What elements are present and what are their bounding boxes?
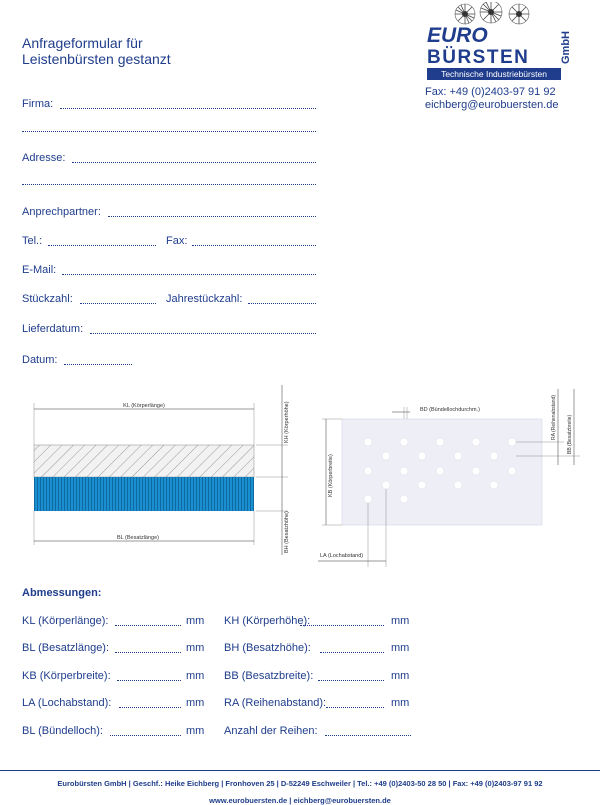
- dimension-input-left-3[interactable]: [119, 707, 181, 708]
- dimension-unit-right-3: mm: [391, 697, 410, 709]
- field-firma-line[interactable]: [60, 108, 316, 109]
- dimension-input-right-2[interactable]: [318, 680, 384, 681]
- logo-graphic: [425, 2, 573, 82]
- field-email-label: E-Mail:: [22, 264, 57, 276]
- field-tel-line[interactable]: [48, 245, 156, 246]
- dimension-unit-left-2: mm: [186, 670, 205, 682]
- dimension-unit-left-0: mm: [186, 615, 205, 627]
- label-bd: BD (Bündellochdurchm.): [420, 407, 480, 413]
- footer-company-info: Eurobürsten GmbH | Geschf.: Heike Eichberg | Fronhoven 25 | D-52249 Eschweiler | Tel.: +49 (0)2403-50 28 50 | Fax: +49 (0)2403-97 91 92: [57, 779, 543, 788]
- logo-gmbh: GmbH: [560, 31, 572, 64]
- brush-side-diagram: [20, 385, 300, 575]
- field-stueckzahl-label: Stückzahl:: [22, 293, 73, 305]
- dimension-label-right-0: KH (Körperhöhe):: [224, 615, 311, 627]
- footer-divider: [0, 770, 600, 771]
- label-bl: BL (Besatzlänge): [117, 535, 159, 541]
- dimension-unit-left-4: mm: [186, 725, 205, 737]
- logo-tagline: Technische Industriebürsten: [441, 69, 547, 79]
- field-lieferdatum-label: Lieferdatum:: [22, 323, 84, 335]
- dimension-label-left-2: KB (Körperbreite):: [22, 670, 111, 682]
- field-fax-label: Fax:: [166, 235, 188, 247]
- dimension-input-left-2[interactable]: [117, 680, 181, 681]
- dimension-input-right-3[interactable]: [326, 707, 384, 708]
- form-title: [22, 35, 171, 67]
- footer-web-links[interactable]: www.eurobuersten.de | eichberg@eurobuersten.de: [209, 796, 391, 805]
- field-adresse-line-2[interactable]: [22, 184, 316, 185]
- dimension-unit-right-2: mm: [391, 670, 410, 682]
- dimension-label-left-0: KL (Körperlänge):: [22, 615, 109, 627]
- dimension-unit-left-1: mm: [186, 642, 205, 654]
- dimension-label-right-3: RA (Reihenabstand):: [224, 697, 327, 709]
- dimension-label-left-1: BL (Besatzlänge):: [22, 642, 110, 654]
- form-title-line1: Anfrageformular für: [22, 35, 143, 51]
- dimension-input-right-4[interactable]: [325, 735, 411, 736]
- brush-top-diagram: [312, 385, 582, 575]
- field-stueckzahl-line[interactable]: [80, 303, 156, 304]
- logo-buersten: BÜRSTEN: [427, 47, 530, 68]
- dimension-label-right-4: Anzahl der Reihen:: [224, 725, 318, 737]
- dimension-label-right-2: BB (Besatzbreite):: [224, 670, 314, 682]
- brush-wheel-icon: [455, 2, 529, 24]
- dimension-label-right-1: BH (Besatzhöhe):: [224, 642, 311, 654]
- dimension-unit-right-1: mm: [391, 642, 410, 654]
- brush-body: [34, 445, 254, 477]
- dimension-input-right-0[interactable]: [300, 625, 384, 626]
- dimensions-heading: Abmessungen:: [22, 587, 102, 599]
- dimension-unit-right-0: mm: [391, 615, 410, 627]
- label-bb: BB (Besatzbreite): [567, 414, 573, 454]
- field-firma-label: Firma:: [22, 98, 54, 110]
- field-ansprechpartner-line[interactable]: [108, 216, 316, 217]
- field-adresse-line[interactable]: [72, 162, 316, 163]
- dimension-label-left-3: LA (Lochabstand):: [22, 697, 112, 709]
- field-fax-line[interactable]: [192, 245, 316, 246]
- dimension-input-right-1[interactable]: [320, 652, 384, 653]
- label-ra: RA (Reihenabstand): [551, 394, 557, 440]
- field-jahresstueckzahl-label: Jahrestückzahl:: [166, 293, 243, 305]
- label-kb: KB (Körperbreite): [328, 454, 334, 497]
- field-tel-label: Tel.:: [22, 235, 43, 247]
- dimension-unit-left-3: mm: [186, 697, 205, 709]
- label-kl: KL (Körperlänge): [123, 403, 165, 409]
- field-datum-line[interactable]: [64, 364, 132, 365]
- field-email-line[interactable]: [62, 274, 316, 275]
- dimension-input-left-0[interactable]: [115, 625, 181, 626]
- field-jahresstueckzahl-line[interactable]: [248, 303, 316, 304]
- form-title-line2: Leistenbürsten gestanzt: [22, 51, 171, 67]
- label-kh: KH (Körperhöhe): [284, 401, 290, 443]
- contact-email: eichberg@eurobuersten.de: [425, 99, 559, 111]
- brush-bristles: [34, 477, 254, 511]
- label-bh: BH (Besatzhöhe): [284, 511, 290, 553]
- dimension-label-left-4: BL (Bündelloch):: [22, 725, 103, 737]
- dimension-input-left-1[interactable]: [115, 652, 181, 653]
- field-firma-line-2[interactable]: [22, 131, 316, 132]
- contact-fax: Fax: +49 (0)2403-97 91 92: [425, 86, 556, 98]
- field-adresse-label: Adresse:: [22, 152, 66, 164]
- dimension-input-left-4[interactable]: [110, 735, 181, 736]
- company-logo: [425, 2, 573, 82]
- label-la: LA (Lochabstand): [320, 553, 364, 559]
- field-ansprechpartner-label: Anprechpartner:: [22, 206, 101, 218]
- field-lieferdatum-line[interactable]: [90, 333, 316, 334]
- field-datum-label: Datum:: [22, 354, 58, 366]
- logo-euro: EURO: [427, 24, 488, 47]
